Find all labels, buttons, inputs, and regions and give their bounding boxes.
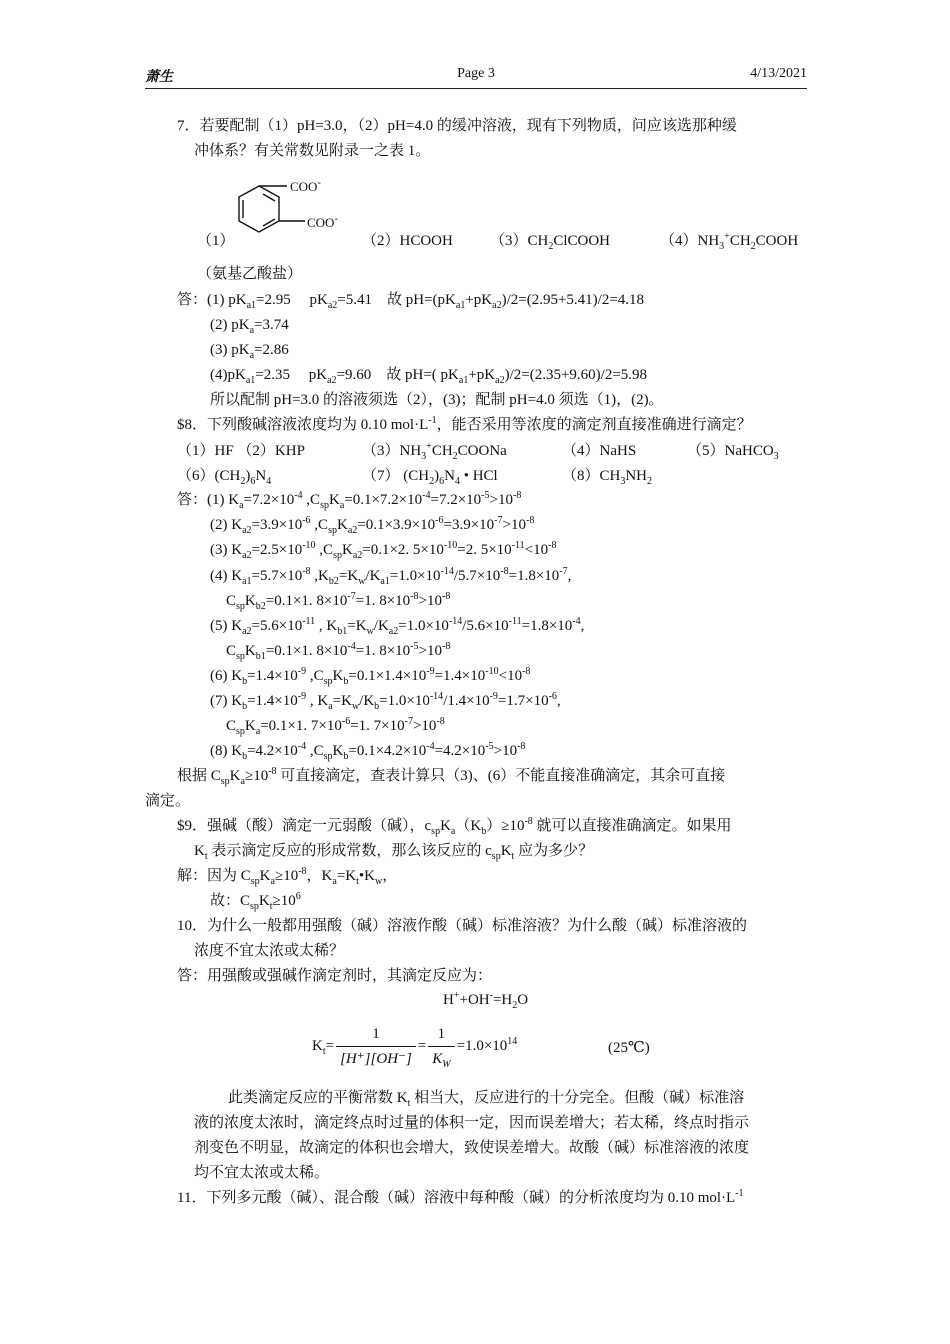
- q7-note: （氨基乙酸盐）: [197, 266, 303, 282]
- q7-answer1: 答：(1) $pK_{a1}=2.95$ $pK_{a2}=5.41$ 故 $pH=(pK_{a1}+pK_{a2})/2=(2.95+5.41)/2=4.18$: [177, 292, 645, 311]
- q8-title: $8．下列酸碱溶液浓度均为 0.10 $mol\cdot L^{-1}$，能否采用等浓度的滴定剂直接准确进行滴定？: [177, 415, 752, 433]
- q8-conclusion-cont: 滴定。: [145, 793, 191, 809]
- q8-answer6: (6) $K_b=1.4\times 10^{-9}$ $,C_{sp}K_b=0.1\times 1.4\times 10^{-9}=1.4\times 10^{-10}<10^{-8}$: [210, 666, 531, 687]
- q7-option1: （1）: [197, 233, 235, 249]
- header-author: 萧生: [145, 70, 173, 85]
- q7-line2: 冲体系？有关常数见附录一之表 1。: [194, 143, 431, 159]
- q8-answer8: (8) $K_b=4.2\times 10^{-4}$ $,C_{sp}K_b=0.1\times 4.2\times 10^{-4}=4.2\times 10^{-5}>10^{-8}$: [210, 741, 526, 762]
- q10-line1: 10．为什么一般都用强酸（碱）溶液作酸（碱）标准溶液？为什么酸（碱）标准溶液的: [177, 918, 748, 934]
- q8-answer7: (7) $K_b=1.4\times 10^{-9}$ , $K_a=K_w/K_b=1.0\times 10^{-14}/1.4\times 10^{-9}=1.7\times 10^{-6}$,: [210, 691, 561, 712]
- q11-line1: 11．下列多元酸（碱）、混合酸（碱）溶液中每种酸（碱）的分析浓度均为 0.10 $mol\cdot L^{-1}$: [177, 1188, 744, 1206]
- q8-answer7-cont: $C_{sp}K_a=0.1\times 1$. $7\times 10^{-6}=1$. $7\times 10^{-7}>10^{-8}$: [226, 716, 445, 737]
- q7-answer3: (3) $pK_a=2.86$: [210, 342, 289, 361]
- coo-top-label: COO-: [290, 177, 321, 194]
- q7-conclusion: 所以配制 pH=3.0 的溶液须选（2），(3)；配制 pH=4.0 须选（1)，(2)。: [210, 392, 664, 408]
- q8-answer2: (2) $K_{a2}=3.9\times 10^{-6}$ $,C_{sp}K_{a2}=0.1\times 3.9\times 10^{-6}=3.9\times 10^{-7}>10^{-8}$: [210, 515, 535, 536]
- q10-para-line4: 均不宜太浓或太稀。: [194, 1165, 330, 1181]
- q8-answer5: (5) $K_{a2}=5.6\times 10^{-11}$ , $K_{b1}=K_w/K_{a2}=1.0\times 10^{-14}/5.6\times 10^{-11}=1.8\times 10^{-4}$,: [210, 616, 585, 637]
- q7-answer4: $(4)pK_{a1}=2.35$ $pK_{a2}=9.60$ 故 pH=( $pK_{a1}+pK_{a2})/2=(2.35+9.60)/2=5.98$: [210, 367, 648, 386]
- q7-line1: 7．若要配制（1）pH=3.0，（2）pH=4.0 的缓冲溶液，现有下列物质，问应该选那种缓: [177, 118, 737, 134]
- q10-line2: 浓度不宜太浓或太稀？: [194, 943, 345, 959]
- q9-solution1: 解：因为 $C_{sp}K_a\ge 10^{-8}$，$K_a=K_t•K_w$，: [177, 866, 398, 887]
- q10-kt-formula: $K_t=$ $\frac{1}{[H^+][OH^-]}$ = $\frac{1}{K_W}$ $=1.0\times 10^{14}$: [312, 1022, 517, 1071]
- q8-answer4-cont: $C_{sp}K_{b2}=0.1\times 1$. $8\times 10^{-7}=1$. $8\times 10^{-8}>10^{-8}$: [226, 591, 451, 612]
- q7-option4: $(4)NH_3^+CH_2COOH$: [660, 231, 799, 252]
- q7-option2: （2）HCOOH: [362, 233, 453, 249]
- q8-answer3: (3) $K_{a2}=2.5\times 10^{-10}$ $,C_{sp}K_{a2}=0.1\times 2$. $5\times 10^{-10}=2$. $5\times 10^{-11}<10^{-8}$: [210, 540, 557, 561]
- q8-answer1: 答：(1) $K_a=7.2\times 10^{-4}$ $,C_{sp}K_a=0.1\times 7.2\times 10^{-4}=7.2\times 10^{-5}>10^{-8}$: [177, 490, 522, 511]
- q9-line1: $9．强碱（酸）滴定一元弱酸（碱），$c_{sp}K_a(K_b)\ge 10^{-8}$ 就可以直接准确滴定。如果用: [177, 816, 732, 837]
- q9-solution2: 故：$C_{sp}K_t\ge 10^6$: [210, 891, 301, 912]
- q8-answer5-cont: $C_{sp}K_{b1}=0.1\times 1$. $8\times 10^{-4}=1$. $8\times 10^{-5}>10^{-8}$: [226, 641, 451, 662]
- q10-reaction-equation: $H^++OH^-=H_2O$: [443, 990, 529, 1011]
- q8-answer4: (4) $K_{a1}=5.7\times 10^{-8}$ $,K_{b2}=K_w/K_{a1}=1.0\times 10^{-14}/5.7\times 10^{-8}=1.8\times 10^{-7}$,: [210, 566, 572, 587]
- q7-answer2: (2) $pK_a=3.74$: [210, 317, 289, 336]
- header-date: 4/13/2021: [750, 66, 807, 81]
- kt-fraction-1: $\frac{1}{[H^+][OH^-]}$: [336, 1022, 416, 1071]
- q10-para-line3: 剂变色不明显，故滴定的体积也会增大，致使误差增大。故酸（碱）标准溶液的浓度: [194, 1140, 750, 1156]
- kt-fraction-2: $\frac{1}{K_W}$: [428, 1022, 454, 1071]
- q10-temperature: (25℃): [608, 1040, 650, 1056]
- q9-line2: $K_t$ 表示滴定反应的形成常数，那么该反应的 $c_{sp}K_t$ 应为多少？: [194, 843, 594, 862]
- q10-para-line1: 此类滴定反应的平衡常数 $K_t$ 相当大，反应进行的十分完全。但酸（碱）标准溶: [228, 1090, 745, 1109]
- q7-option3: $(3)CH_2ClCOOH$: [490, 233, 611, 252]
- header-page-number: Page 3: [457, 66, 495, 81]
- q8-list-row1: （1）HF （2）KHP $(3)NH_3^+CH_2COONa$ （4）NaHS （5）NaHCO$_3$: [177, 441, 779, 462]
- q10-answer-intro: 答：用强酸或强碱作滴定剂时，其滴定反应为：: [177, 968, 493, 984]
- coo-bottom-label: COO-: [307, 213, 338, 230]
- q8-conclusion: 根据 $C_{sp}K_a\ge 10^{-8}$ 可直接滴定，查表计算只（3)、(6）不能直接准确滴定，其余可直接: [177, 766, 726, 787]
- q8-list-row2: $(6)(CH_2)_6N_4$ （7） $(CH_2)_6N_4$ • HCl $(8)CH_3NH_2$: [177, 468, 653, 487]
- q10-para-line2: 液的浓度太浓时，滴定终点时过量的体积一定，因而误差增大；若太稀，终点时指示: [194, 1115, 750, 1131]
- page-header: [145, 66, 807, 89]
